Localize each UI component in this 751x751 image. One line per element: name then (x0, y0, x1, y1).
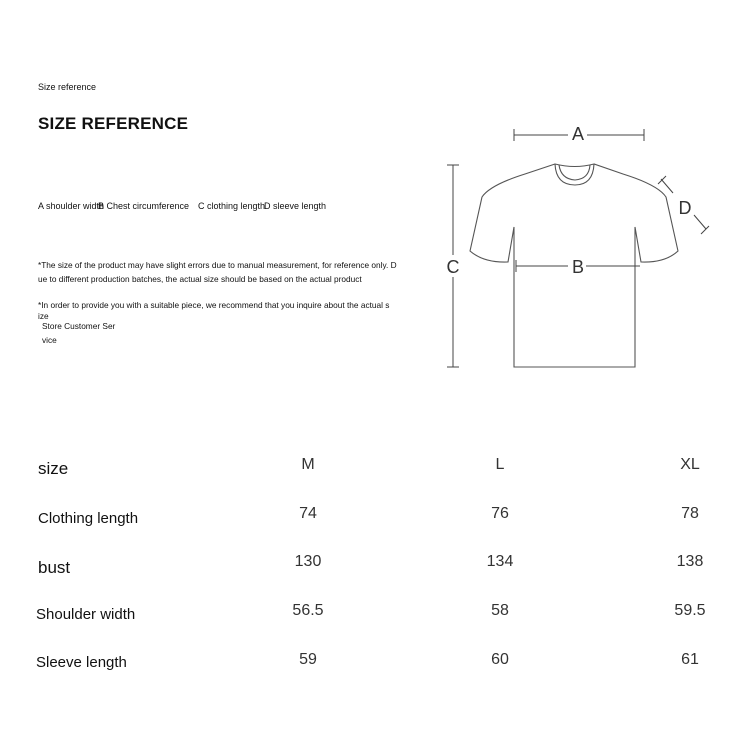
table-cell: 59.5 (674, 602, 706, 619)
table-cell: 74 (299, 505, 317, 522)
legend-d: D sleeve length (264, 201, 327, 211)
table-cell: 56.5 (292, 602, 324, 619)
label-a: A (571, 124, 585, 144)
small-caption: Size reference (38, 82, 97, 92)
table-cell: 138 (676, 553, 704, 570)
table-cell: 78 (681, 505, 699, 522)
tshirt-diagram (430, 115, 720, 385)
size-m: M (301, 456, 315, 473)
note-measurement: *The size of the product may have slight errors due to manual measurement, for reference only. D ue to different production batches, the actual size should be based on the actual product (38, 260, 397, 284)
note-inquire: *In order to provide you with a suitable piece, we recommend that you inquire about the actual s ize Store Customer Ser vice (38, 300, 390, 345)
table-cell: 130 (294, 553, 322, 570)
legend-b: B Chest circumference (98, 201, 190, 211)
row-label-bust: bust (38, 558, 71, 577)
table-cell: 60 (491, 651, 509, 668)
table-cell: 59 (299, 651, 317, 668)
table-header-label: size (38, 459, 69, 478)
label-b: B (571, 257, 585, 277)
legend-a: A shoulder width (38, 201, 105, 211)
row-label-shoulder-width: Shoulder width (36, 606, 136, 623)
label-c: C (446, 257, 460, 277)
row-label-sleeve-length: Sleeve length (36, 654, 127, 671)
table-cell: 61 (681, 651, 699, 668)
table-cell: 134 (486, 553, 514, 570)
label-d: D (678, 198, 692, 218)
table-cell: 58 (491, 602, 509, 619)
table-cell: 76 (491, 505, 509, 522)
legend-c: C clothing length (198, 201, 266, 211)
row-label-clothing-length: Clothing length (38, 510, 139, 527)
size-xl: XL (680, 456, 700, 473)
dimension-lines (447, 129, 709, 367)
size-l: L (495, 456, 505, 473)
page-title: SIZE REFERENCE (38, 114, 189, 133)
